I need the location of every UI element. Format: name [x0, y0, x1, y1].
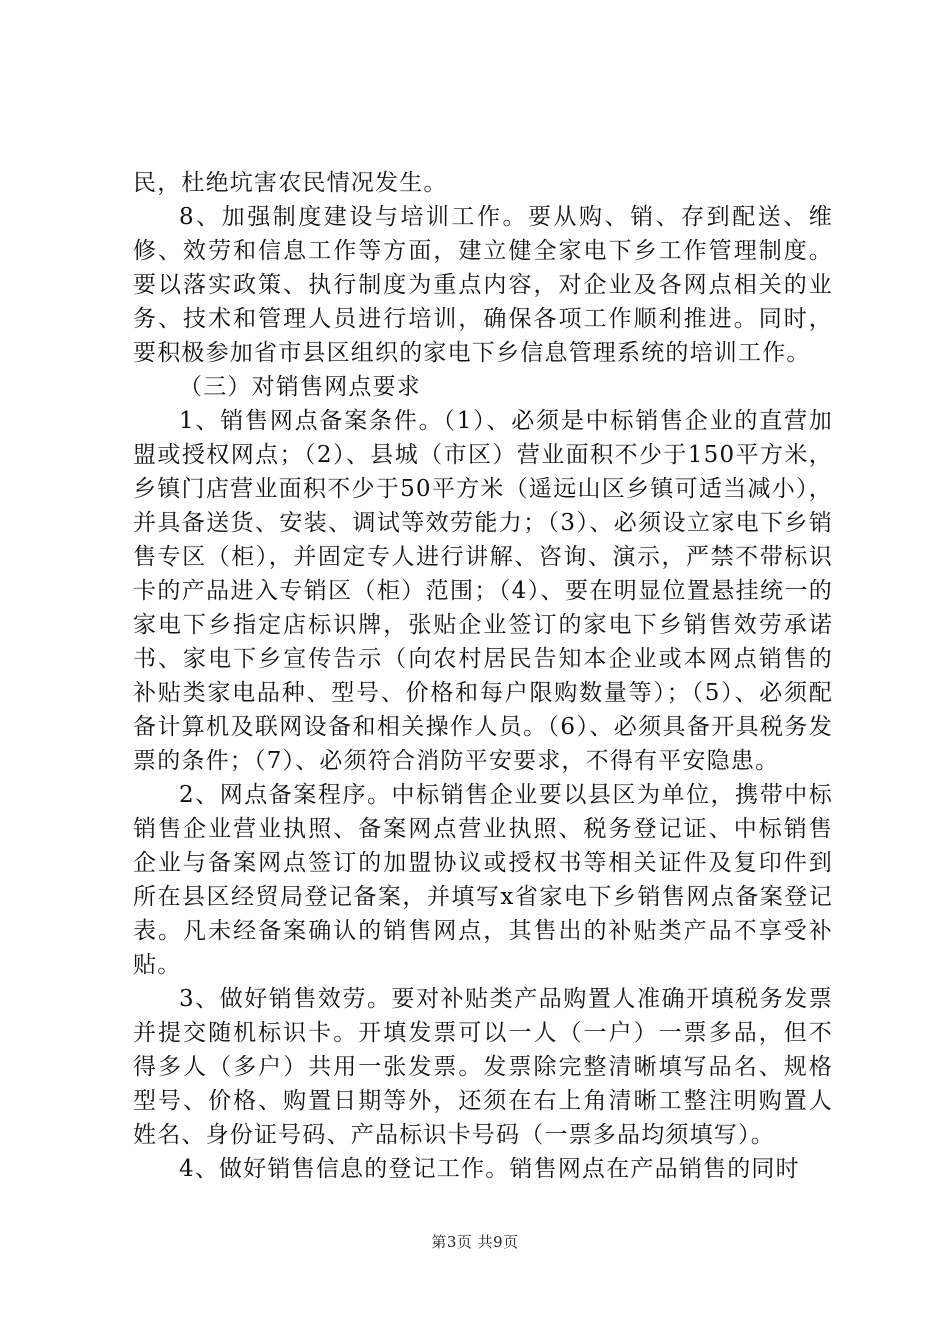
paragraph-item-2: 2、网点备案程序。中标销售企业要以县区为单位，携带中标销售企业营业执照、备案网点营业执照、税务登记证、中标销售企业与备案网点签订的加盟协议或授权书等相关证件及复印件到所在县区经贸局登记备案，并填写x省家电下乡销售网点备案登记表。凡未经备案确认的销售网点，其售出的补贴类产品不享受补贴。 [133, 782, 833, 978]
paragraph-item-8: 8、加强制度建设与培训工作。要从购、销、存到配送、维修、效劳和信息工作等方面，建立健全家电下乡工作管理制度。要以落实政策、执行制度为重点内容，对企业及各网点相关的业务、技术和管理人员进行培训，确保各项工作顺利推进。同时，要积极参加省市县区组织的家电下乡信息管理系统的培训工作。 [133, 204, 833, 366]
paragraph-continuation: 民，杜绝坑害农民情况发生。 [133, 170, 448, 196]
document-body [133, 166, 833, 1186]
page-footer: 第3页 共9页 [431, 1233, 519, 1251]
paragraph-item-4: 4、做好销售信息的登记工作。销售网点在产品销售的同时 [179, 1156, 800, 1182]
paragraph-item-3: 3、做好销售效劳。要对补贴类产品购置人准确开填税务发票并提交随机标识卡。开填发票可以一人（一户）一票多品，但不得多人（多户）共用一张发票。发票除完整清晰填写品名、规格型号、价格、购置日期等外，还须在右上角清晰工整注明购置人姓名、身份证号码、产品标识卡号码（一票多品均须填写）。 [133, 986, 833, 1148]
section-heading: （三）对销售网点要求 [179, 374, 421, 400]
paragraph-item-1: 1、销售网点备案条件。（1）、必须是中标销售企业的直营加盟或授权网点；（2）、县城（市区）营业面积不少于150平方米，乡镇门店营业面积不少于50平方米（遥远山区乡镇可适当减小），并具备送货、安装、调试等效劳能力；（3）、必须设立家电下乡销售专区（柜），并固定专人进行讲解、咨询、演示，严禁不带标识卡的产品进入专销区（柜）范围；（4）、要在明显位置悬挂统一的家电下乡指定店标识牌，张贴企业签订的家电下乡销售效劳承诺书、家电下乡宣传告示（向农村居民告知本企业或本网点销售的补贴类家电品种、型号、价格和每户限购数量等）；（5）、必须配备计算机及联网设备和相关操作人员。（6）、必须具备开具税务发票的条件；（7）、必须符合消防平安要求，不得有平安隐患。 [133, 408, 833, 774]
